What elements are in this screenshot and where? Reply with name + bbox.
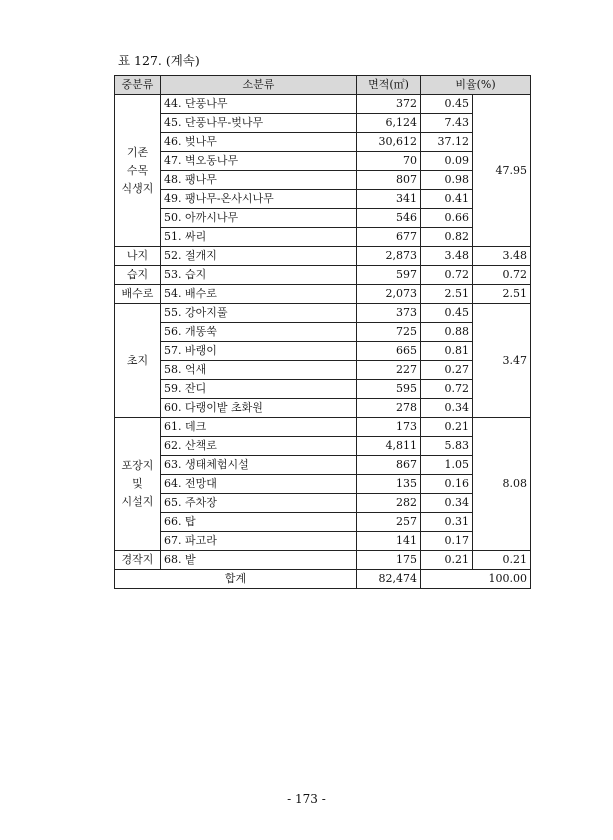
sub-category-cell: 57. 바랭이	[161, 342, 357, 361]
sub-category-cell: 55. 강아지풀	[161, 304, 357, 323]
area-cell: 372	[357, 95, 421, 114]
area-cell: 2,873	[357, 247, 421, 266]
group-name-line: 나지	[126, 249, 149, 262]
area-cell: 546	[357, 209, 421, 228]
group-name-cell	[115, 304, 161, 418]
sub-category-cell: 46. 벚나무	[161, 133, 357, 152]
sub-category-cell: 56. 개똥쑥	[161, 323, 357, 342]
table-row	[115, 475, 531, 494]
ratio-cell: 0.45	[421, 304, 473, 323]
group-name-line: 습지	[126, 268, 149, 281]
sub-category-cell: 51. 싸리	[161, 228, 357, 247]
sub-category-cell: 47. 벽오동나무	[161, 152, 357, 171]
data-table	[114, 75, 531, 589]
ratio-cell: 0.72	[421, 380, 473, 399]
group-ratio-cell: 3.47	[473, 304, 531, 418]
ratio-cell: 0.45	[421, 95, 473, 114]
group-name-cell	[115, 266, 161, 285]
table-row	[115, 380, 531, 399]
sub-category-cell: 54. 배수로	[161, 285, 357, 304]
ratio-cell: 5.83	[421, 437, 473, 456]
ratio-cell: 0.09	[421, 152, 473, 171]
ratio-cell: 0.98	[421, 171, 473, 190]
group-name-cell	[115, 551, 161, 570]
table-row	[115, 133, 531, 152]
page-number: - 173 -	[287, 792, 326, 806]
sub-category-cell: 45. 단풍나무-벚나무	[161, 114, 357, 133]
table-row	[115, 323, 531, 342]
table-row	[115, 361, 531, 380]
area-cell: 30,612	[357, 133, 421, 152]
ratio-cell: 0.34	[421, 494, 473, 513]
group-name-line: 포장지	[121, 459, 154, 472]
area-cell: 282	[357, 494, 421, 513]
ratio-cell: 0.27	[421, 361, 473, 380]
area-cell: 135	[357, 475, 421, 494]
table-row	[115, 532, 531, 551]
group-ratio-cell: 2.51	[473, 285, 531, 304]
total-area: 82,474	[357, 570, 421, 589]
area-cell: 595	[357, 380, 421, 399]
table-row	[115, 399, 531, 418]
group-ratio-cell: 0.21	[473, 551, 531, 570]
group-name-cell	[115, 285, 161, 304]
group-ratio-cell: 0.72	[473, 266, 531, 285]
group-name-cell	[115, 247, 161, 266]
ratio-cell: 2.51	[421, 285, 473, 304]
header-area: 면적(㎡)	[357, 76, 421, 95]
total-ratio: 100.00	[421, 570, 531, 589]
ratio-cell: 37.12	[421, 133, 473, 152]
ratio-cell: 0.31	[421, 513, 473, 532]
table-header-row	[115, 76, 531, 95]
table-row	[115, 513, 531, 532]
area-cell: 278	[357, 399, 421, 418]
header-sub-category: 소분류	[161, 76, 357, 95]
area-cell: 6,124	[357, 114, 421, 133]
table-row	[115, 95, 531, 114]
area-cell: 227	[357, 361, 421, 380]
area-cell: 725	[357, 323, 421, 342]
group-name-line: 경작지	[121, 553, 154, 566]
ratio-cell: 0.16	[421, 475, 473, 494]
area-cell: 175	[357, 551, 421, 570]
area-cell: 341	[357, 190, 421, 209]
group-name-line: 배수로	[121, 287, 154, 300]
sub-category-cell: 48. 팽나무	[161, 171, 357, 190]
ratio-cell: 0.41	[421, 190, 473, 209]
table-row	[115, 266, 531, 285]
table-row	[115, 304, 531, 323]
ratio-cell: 0.66	[421, 209, 473, 228]
sub-category-cell: 67. 파고라	[161, 532, 357, 551]
ratio-cell: 3.48	[421, 247, 473, 266]
sub-category-cell: 49. 팽나무-온사시나무	[161, 190, 357, 209]
area-cell: 257	[357, 513, 421, 532]
sub-category-cell: 61. 데크	[161, 418, 357, 437]
area-cell: 4,811	[357, 437, 421, 456]
table-body	[115, 95, 531, 570]
area-cell: 173	[357, 418, 421, 437]
table-row	[115, 456, 531, 475]
sub-category-cell: 52. 절개지	[161, 247, 357, 266]
sub-category-cell: 50. 아까시나무	[161, 209, 357, 228]
table-row	[115, 228, 531, 247]
header-middle-category: 중분류	[115, 76, 161, 95]
sub-category-cell: 65. 주차장	[161, 494, 357, 513]
group-name-line: 수목	[126, 163, 149, 177]
header-ratio: 비율(%)	[421, 76, 531, 95]
table-row	[115, 247, 531, 266]
ratio-cell: 0.88	[421, 323, 473, 342]
table-row	[115, 209, 531, 228]
ratio-cell: 0.21	[421, 551, 473, 570]
area-cell: 141	[357, 532, 421, 551]
sub-category-cell: 63. 생태체험시설	[161, 456, 357, 475]
group-ratio-cell: 47.95	[473, 95, 531, 247]
ratio-cell: 0.17	[421, 532, 473, 551]
sub-category-cell: 66. 탑	[161, 513, 357, 532]
area-cell: 677	[357, 228, 421, 247]
sub-category-cell: 68. 밭	[161, 551, 357, 570]
sub-category-cell: 53. 습지	[161, 266, 357, 285]
table-row	[115, 114, 531, 133]
ratio-cell: 0.21	[421, 418, 473, 437]
area-cell: 665	[357, 342, 421, 361]
table-row	[115, 551, 531, 570]
group-name-cell	[115, 95, 161, 247]
total-row	[115, 570, 531, 589]
area-cell: 2,073	[357, 285, 421, 304]
area-cell: 597	[357, 266, 421, 285]
area-cell: 373	[357, 304, 421, 323]
sub-category-cell: 60. 다랭이밭 초화원	[161, 399, 357, 418]
sub-category-cell: 44. 단풍나무	[161, 95, 357, 114]
table-caption: 표 127. (계속)	[118, 53, 200, 68]
table-row	[115, 494, 531, 513]
table-row	[115, 285, 531, 304]
table-row	[115, 437, 531, 456]
group-name-line: 기존	[126, 145, 149, 159]
area-cell: 807	[357, 171, 421, 190]
sub-category-cell: 58. 억새	[161, 361, 357, 380]
group-name-line: 초지	[126, 353, 149, 367]
area-cell: 70	[357, 152, 421, 171]
table-row	[115, 152, 531, 171]
ratio-cell: 1.05	[421, 456, 473, 475]
sub-category-cell: 64. 전망대	[161, 475, 357, 494]
table-row	[115, 171, 531, 190]
table-row	[115, 190, 531, 209]
ratio-cell: 0.34	[421, 399, 473, 418]
ratio-cell: 7.43	[421, 114, 473, 133]
group-name-cell	[115, 418, 161, 551]
ratio-cell: 0.81	[421, 342, 473, 361]
sub-category-cell: 62. 산책로	[161, 437, 357, 456]
ratio-cell: 0.82	[421, 228, 473, 247]
group-name-line: 및	[132, 477, 143, 490]
total-label: 합계	[115, 570, 357, 589]
area-cell: 867	[357, 456, 421, 475]
table-row	[115, 342, 531, 361]
sub-category-cell: 59. 잔디	[161, 380, 357, 399]
ratio-cell: 0.72	[421, 266, 473, 285]
group-name-line: 식생지	[121, 181, 154, 195]
group-ratio-cell: 3.48	[473, 247, 531, 266]
group-name-line: 시설지	[121, 495, 154, 508]
table-row	[115, 418, 531, 437]
group-ratio-cell: 8.08	[473, 418, 531, 551]
